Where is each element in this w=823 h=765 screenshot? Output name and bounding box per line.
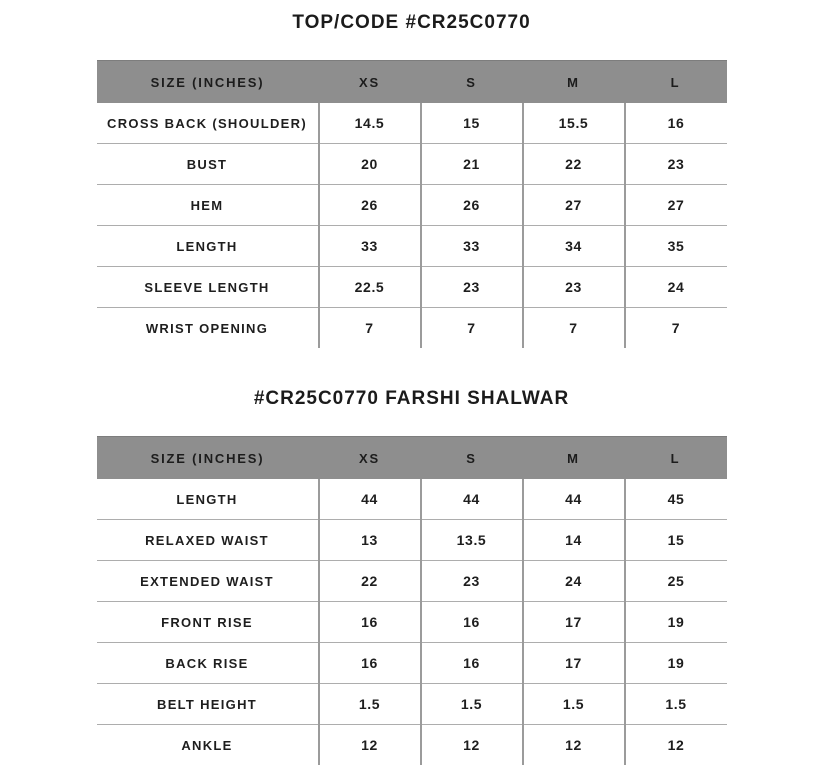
table-row — [97, 520, 727, 561]
row-label: LENGTH — [97, 226, 319, 267]
measurement-value: 1.5 — [523, 684, 625, 725]
size-table-top — [97, 60, 727, 348]
measurement-value: 16 — [319, 643, 421, 684]
measurement-value: 21 — [421, 144, 523, 185]
size-chart-title-top: TOP/CODE #CR25C0770 — [0, 12, 823, 34]
measurement-value: 33 — [319, 226, 421, 267]
measurement-value: 16 — [421, 602, 523, 643]
measurement-value: 15 — [625, 520, 727, 561]
column-header-size-inches: SIZE (INCHES) — [97, 437, 319, 480]
column-header-xs: XS — [319, 61, 421, 104]
measurement-value: 44 — [319, 479, 421, 520]
table-row — [97, 684, 727, 725]
measurement-value: 23 — [625, 144, 727, 185]
measurement-value: 7 — [421, 308, 523, 349]
measurement-value: 19 — [625, 602, 727, 643]
measurement-value: 23 — [421, 561, 523, 602]
measurement-value: 7 — [319, 308, 421, 349]
column-header-l: L — [625, 437, 727, 480]
row-label: BACK RISE — [97, 643, 319, 684]
measurement-value: 16 — [421, 643, 523, 684]
measurement-value: 12 — [319, 725, 421, 765]
measurement-value: 45 — [625, 479, 727, 520]
measurement-value: 27 — [625, 185, 727, 226]
measurement-value: 12 — [523, 725, 625, 765]
row-label: CROSS BACK (SHOULDER) — [97, 103, 319, 144]
measurement-value: 17 — [523, 602, 625, 643]
table-row — [97, 725, 727, 765]
measurement-value: 24 — [625, 267, 727, 308]
measurement-value: 15 — [421, 103, 523, 144]
measurement-value: 20 — [319, 144, 421, 185]
column-header-size-inches: SIZE (INCHES) — [97, 61, 319, 104]
size-chart-title-shalwar: #CR25C0770 FARSHI SHALWAR — [0, 388, 823, 410]
measurement-value: 44 — [421, 479, 523, 520]
measurement-value: 15.5 — [523, 103, 625, 144]
table-header-row — [97, 437, 727, 480]
measurement-value: 25 — [625, 561, 727, 602]
measurement-value: 14 — [523, 520, 625, 561]
column-header-xs: XS — [319, 437, 421, 480]
column-header-s: S — [421, 61, 523, 104]
table-row — [97, 643, 727, 684]
measurement-value: 26 — [319, 185, 421, 226]
measurement-value: 1.5 — [319, 684, 421, 725]
measurement-value: 19 — [625, 643, 727, 684]
measurement-value: 24 — [523, 561, 625, 602]
row-label: ANKLE — [97, 725, 319, 765]
row-label: FRONT RISE — [97, 602, 319, 643]
table-row — [97, 308, 727, 349]
size-chart-section-top — [0, 12, 823, 348]
row-label: BUST — [97, 144, 319, 185]
row-label: EXTENDED WAIST — [97, 561, 319, 602]
measurement-value: 33 — [421, 226, 523, 267]
measurement-value: 14.5 — [319, 103, 421, 144]
column-header-s: S — [421, 437, 523, 480]
row-label: BELT HEIGHT — [97, 684, 319, 725]
measurement-value: 13 — [319, 520, 421, 561]
measurement-value: 27 — [523, 185, 625, 226]
measurement-value: 35 — [625, 226, 727, 267]
table-row — [97, 226, 727, 267]
measurement-value: 17 — [523, 643, 625, 684]
row-label: WRIST OPENING — [97, 308, 319, 349]
table-row — [97, 602, 727, 643]
row-label: HEM — [97, 185, 319, 226]
measurement-value: 22 — [523, 144, 625, 185]
measurement-value: 26 — [421, 185, 523, 226]
table-row — [97, 103, 727, 144]
measurement-value: 1.5 — [421, 684, 523, 725]
table-header-row — [97, 61, 727, 104]
measurement-value: 7 — [523, 308, 625, 349]
size-chart-section-shalwar — [0, 388, 823, 765]
measurement-value: 12 — [625, 725, 727, 765]
table-row — [97, 144, 727, 185]
measurement-value: 16 — [319, 602, 421, 643]
measurement-value: 44 — [523, 479, 625, 520]
measurement-value: 23 — [523, 267, 625, 308]
column-header-l: L — [625, 61, 727, 104]
measurement-value: 22.5 — [319, 267, 421, 308]
measurement-value: 22 — [319, 561, 421, 602]
table-row — [97, 267, 727, 308]
table-row — [97, 479, 727, 520]
row-label: LENGTH — [97, 479, 319, 520]
row-label: SLEEVE LENGTH — [97, 267, 319, 308]
table-row — [97, 561, 727, 602]
measurement-value: 12 — [421, 725, 523, 765]
column-header-m: M — [523, 437, 625, 480]
measurement-value: 7 — [625, 308, 727, 349]
measurement-value: 13.5 — [421, 520, 523, 561]
measurement-value: 1.5 — [625, 684, 727, 725]
measurement-value: 23 — [421, 267, 523, 308]
column-header-m: M — [523, 61, 625, 104]
row-label: RELAXED WAIST — [97, 520, 319, 561]
table-row — [97, 185, 727, 226]
measurement-value: 16 — [625, 103, 727, 144]
measurement-value: 34 — [523, 226, 625, 267]
size-table-shalwar — [97, 436, 727, 765]
